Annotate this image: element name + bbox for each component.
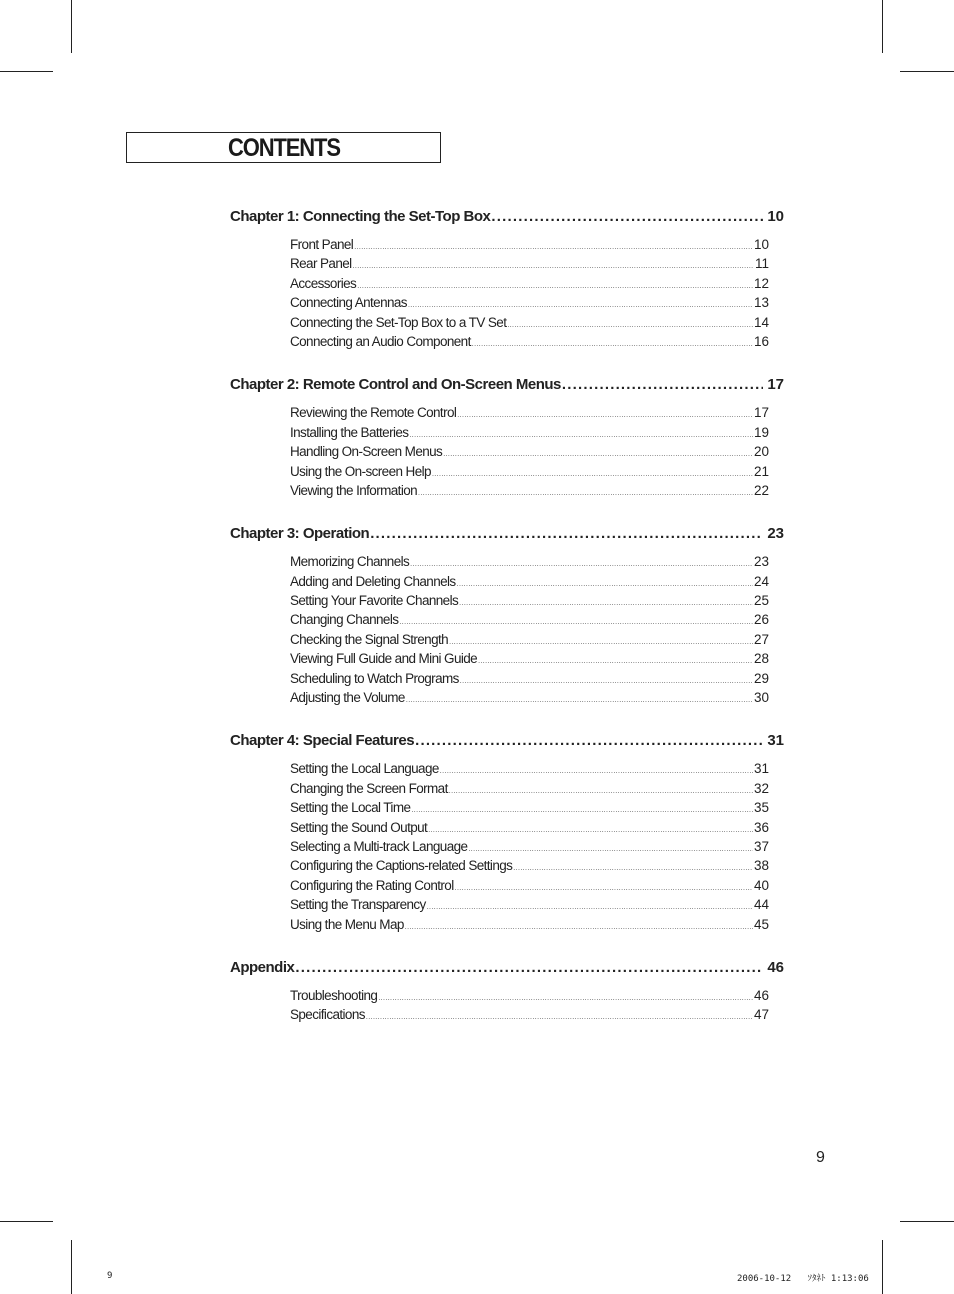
dot-leader [449,782,753,801]
chapter-title: Chapter 1: Connecting the Set-Top Box [230,208,491,225]
toc-item-page-number: 13 [753,295,769,311]
toc-item-label: Accessories [290,275,357,291]
crop-mark [882,0,883,53]
chapter-entry[interactable] [230,956,784,980]
toc-item-label: Setting the Local Time [290,800,411,816]
toc-item-page-number: 31 [753,761,769,777]
chapter-items [290,403,769,500]
toc-item-page-number: 35 [753,800,769,816]
toc-item-label: Connecting the Set-Top Box to a TV Set [290,314,507,330]
chapter-items [290,986,769,1025]
title-box [126,132,441,163]
toc-item[interactable] [290,1005,769,1024]
toc-item-label: Setting the Transparency [290,897,426,913]
toc-item[interactable] [290,630,769,649]
toc-item-page-number: 21 [753,463,769,479]
toc-item-page-number: 38 [753,858,769,874]
toc-item-label: Selecting a Multi-track Language [290,838,468,854]
dot-leader [449,633,753,652]
dot-leader [357,277,753,296]
dot-leader [507,316,753,335]
page-title: CONTENTS [228,134,340,162]
toc-item[interactable] [290,254,769,273]
toc-item[interactable] [290,610,769,629]
toc-item[interactable] [290,462,769,481]
footer-left-text: 9 [107,1271,113,1281]
page-number: 9 [816,1149,825,1166]
dot-leader [415,729,763,753]
toc-item[interactable] [290,688,769,707]
toc-item-page-number: 45 [753,916,769,932]
toc-item[interactable] [290,313,769,332]
toc-item[interactable] [290,986,769,1005]
toc-item-page-number: 20 [753,444,769,460]
dot-leader [410,555,753,574]
toc-item-page-number: 17 [753,405,769,421]
footer-timestamp: 2006-10-12 ｿﾀﾈﾄ 1:13:06 [737,1274,869,1284]
toc-item-page-number: 25 [753,593,769,609]
crop-mark [900,71,954,72]
chapter-entry[interactable] [230,729,784,753]
toc-item-page-number: 19 [753,424,769,440]
chapter-page-number: 46 [767,958,784,976]
chapter-title: Appendix [230,958,295,976]
dot-leader [378,989,753,1008]
toc-item-page-number: 23 [753,554,769,570]
chapter-page-number: 17 [767,376,784,394]
toc-item-label: Handling On-Screen Menus [290,444,443,460]
dot-leader [366,1008,753,1027]
chapter-title: Chapter 4: Special Features [230,732,415,750]
toc-item-label: Configuring the Captions-related Settings [290,858,513,874]
dot-leader [455,879,753,898]
crop-mark [0,71,53,72]
toc-item-page-number: 40 [753,877,769,893]
toc-item[interactable] [290,669,769,688]
toc-item-label: Specifications [290,1007,365,1023]
toc-item-page-number: 47 [753,1007,769,1023]
dot-leader [418,484,753,503]
toc-item-page-number: 22 [753,482,769,498]
toc-item-label: Configuring the Rating Control [290,877,454,893]
table-of-contents [230,205,784,1047]
toc-item[interactable] [290,856,769,875]
toc-item[interactable] [290,895,769,914]
toc-item-page-number: 46 [753,987,769,1003]
toc-item[interactable] [290,442,769,461]
toc-item-label: Setting the Sound Output [290,819,428,835]
dot-leader [428,821,753,840]
toc-item[interactable] [290,876,769,895]
toc-item[interactable] [290,572,769,591]
toc-item-label: Viewing the Information [290,482,418,498]
dot-leader [405,918,753,937]
toc-item-page-number: 11 [754,256,769,272]
toc-item[interactable] [290,591,769,610]
toc-item-label: Reviewing the Remote Control [290,405,457,421]
crop-mark [900,1221,954,1222]
dot-leader [478,652,753,671]
chapter-page-number: 10 [767,208,784,225]
toc-chapter [230,522,784,707]
toc-item[interactable] [290,779,769,798]
dot-leader [562,373,763,397]
toc-item[interactable] [290,818,769,837]
toc-item-page-number: 36 [753,819,769,835]
toc-item-page-number: 14 [753,314,769,330]
toc-item[interactable] [290,798,769,817]
toc-chapter [230,956,784,1025]
toc-item-label: Memorizing Channels [290,554,410,570]
toc-item-label: Adding and Deleting Channels [290,573,456,589]
dot-leader [460,672,753,691]
dot-leader [406,691,753,710]
toc-chapter [230,729,784,934]
toc-item-label: Setting the Local Language [290,761,439,777]
toc-item-page-number: 12 [753,275,769,291]
toc-item-label: Using the On-screen Help [290,463,431,479]
toc-item-page-number: 26 [753,612,769,628]
toc-item-label: Adjusting the Volume [290,690,405,706]
dot-leader [295,956,763,980]
toc-item[interactable] [290,837,769,856]
toc-item-label: Connecting Antennas [290,295,407,311]
toc-item[interactable] [290,649,769,668]
dot-leader [459,594,753,613]
toc-item-label: Setting Your Favorite Channels [290,593,459,609]
dot-leader [411,801,753,820]
toc-item-page-number: 28 [753,651,769,667]
toc-item-page-number: 24 [753,573,769,589]
crop-mark [71,0,72,53]
crop-mark [882,1240,883,1294]
toc-item[interactable] [290,915,769,934]
dot-leader [472,335,753,354]
toc-item-page-number: 32 [753,780,769,796]
toc-item[interactable] [290,332,769,351]
toc-item[interactable] [290,423,769,442]
chapter-items [290,759,769,934]
dot-leader [457,406,753,425]
chapter-title: Chapter 3: Operation [230,525,370,543]
toc-item-label: Using the Menu Map [290,916,404,932]
toc-item-label: Changing the Screen Format [290,780,448,796]
toc-chapter [230,205,784,351]
crop-mark [0,1221,53,1222]
toc-item-page-number: 16 [753,333,769,349]
chapter-page-number: 31 [767,732,784,750]
toc-item-page-number: 30 [753,690,769,706]
toc-item[interactable] [290,293,769,312]
toc-item[interactable] [290,235,769,254]
toc-item-page-number: 37 [753,838,769,854]
dot-leader [370,522,763,546]
toc-item-label: Rear Panel [290,256,352,272]
toc-item[interactable] [290,481,769,500]
dot-leader [443,445,753,464]
toc-item-label: Installing the Batteries [290,424,409,440]
toc-item[interactable] [290,274,769,293]
chapter-entry[interactable] [230,373,784,397]
toc-item-label: Changing Channels [290,612,399,628]
toc-item-page-number: 27 [753,631,769,647]
dot-leader [353,257,754,276]
dot-leader [513,859,753,878]
dot-leader [427,898,753,917]
dot-leader [440,762,753,781]
chapter-entry[interactable] [230,522,784,546]
toc-item-label: Front Panel [290,237,354,252]
dot-leader [432,465,753,484]
crop-mark [71,1240,72,1294]
toc-item-page-number: 44 [753,897,769,913]
chapter-items [290,552,769,707]
chapter-items [290,235,769,351]
toc-item-label: Connecting an Audio Component [290,333,471,349]
chapter-title: Chapter 2: Remote Control and On-Screen Menus [230,376,561,394]
chapter-page-number: 23 [767,525,784,543]
toc-item-page-number: 10 [753,237,769,252]
toc-chapter [230,373,784,500]
dot-leader [457,575,753,594]
toc-item[interactable] [290,552,769,571]
dot-leader [491,205,763,229]
dot-leader [409,426,753,445]
toc-item[interactable] [290,403,769,422]
toc-item[interactable] [290,759,769,778]
dot-leader [399,613,753,632]
toc-item-page-number: 29 [753,670,769,686]
toc-item-label: Viewing Full Guide and Mini Guide [290,651,478,667]
toc-item-label: Checking the Signal Strength [290,631,449,647]
dot-leader [354,238,753,257]
toc-item-label: Scheduling to Watch Programs [290,670,459,686]
toc-item-label: Troubleshooting [290,987,378,1003]
chapter-entry[interactable] [230,205,784,229]
